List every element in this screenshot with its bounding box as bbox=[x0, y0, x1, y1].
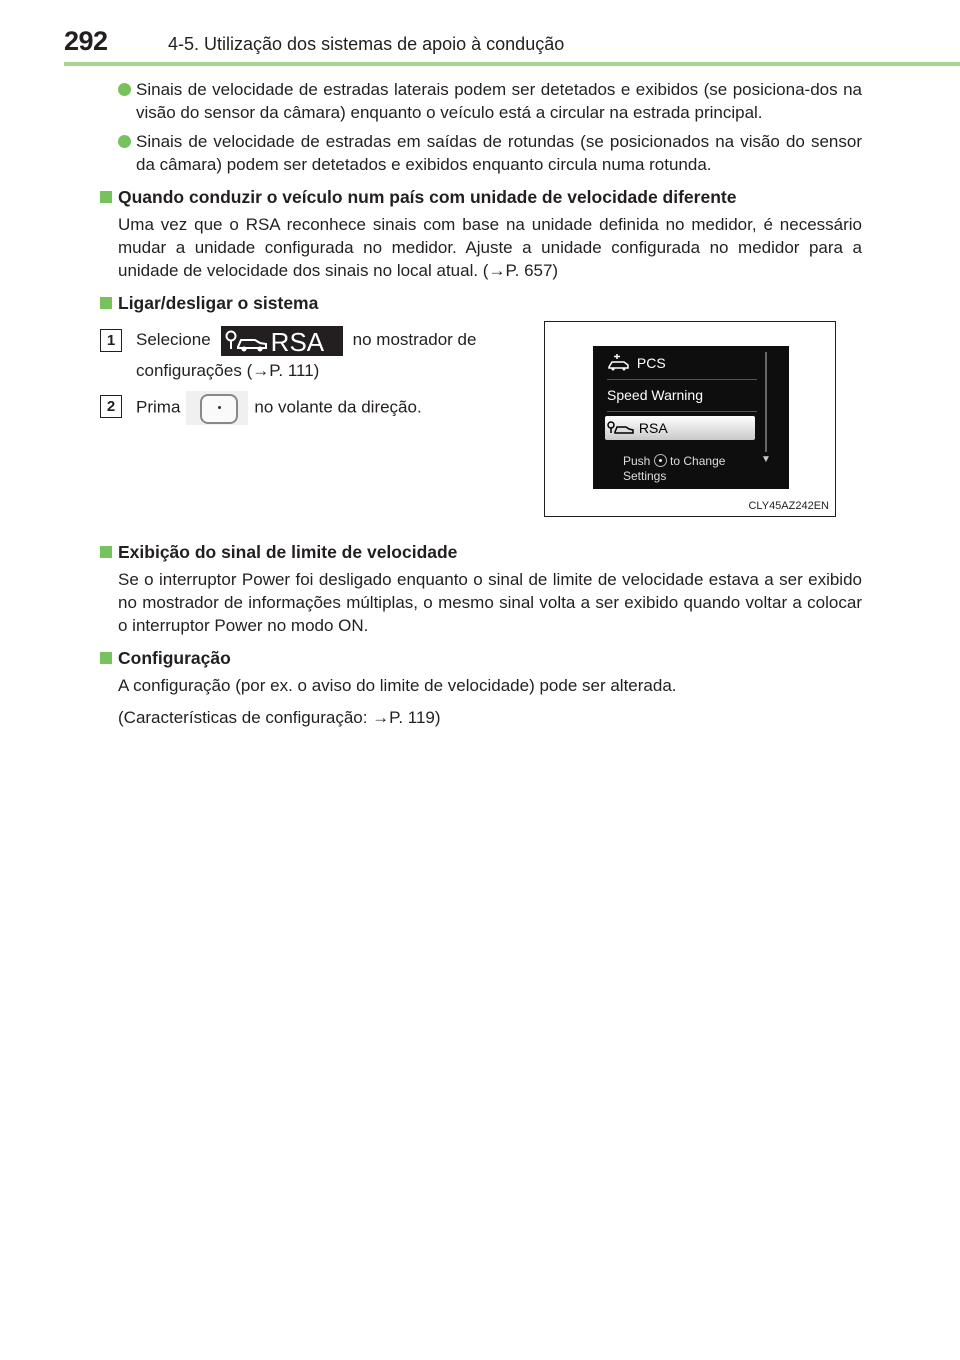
bullet-item bbox=[100, 130, 862, 176]
section-body: (Características de configuração: →P. 119) bbox=[118, 708, 441, 727]
section-heading bbox=[100, 291, 862, 315]
section-heading-text: Exibição do sinal de limite de velocidade bbox=[118, 542, 458, 562]
rsa-car-icon bbox=[225, 330, 269, 352]
step-number: 2 bbox=[100, 395, 122, 418]
bullet-text: Sinais de velocidade de estradas laterais podem ser detetados e exibidos (se posiciona-dos na visão do sensor da câmara) enquanto o veículo está a circular na estrada principal. bbox=[136, 80, 862, 122]
section-config bbox=[100, 646, 862, 729]
section-heading bbox=[100, 646, 862, 670]
steps-area bbox=[100, 321, 862, 526]
page-number: 292 bbox=[64, 26, 108, 56]
square-bullet-icon bbox=[100, 297, 112, 309]
menu-item-rsa-selected bbox=[605, 416, 755, 440]
pcs-icon bbox=[607, 353, 633, 371]
push-hint bbox=[623, 454, 725, 484]
square-bullet-icon bbox=[100, 191, 112, 203]
bullet-item bbox=[100, 78, 862, 124]
scroll-down-icon: ▼ bbox=[761, 454, 771, 465]
settings-screen bbox=[593, 346, 789, 489]
hint-text: to Change bbox=[670, 454, 726, 468]
steering-switch-icon bbox=[186, 391, 248, 425]
step-text bbox=[136, 391, 518, 425]
bullet-dot-icon bbox=[118, 135, 131, 148]
square-bullet-icon bbox=[100, 546, 112, 558]
menu-item-pcs bbox=[607, 348, 753, 378]
bullet-text: Sinais de velocidade de estradas em saídas de rotundas (se posicionados na visão do sensor da câmara) podem ser detetados e exibidos enquanto circula numa rotunda. bbox=[136, 132, 862, 174]
step-text-before: Prima bbox=[136, 397, 181, 417]
page-content bbox=[100, 78, 862, 729]
step-text-after: no volante da direção. bbox=[254, 397, 422, 417]
section-body: Uma vez que o RSA reconhece sinais com base na unidade definida no medidor, é necessário mudar a unidade configurada no medidor. Ajuste a unidade configurada no medidor para a unidade de velocidade dos sinais no local atual. (→P. 657) bbox=[118, 215, 862, 280]
bullet-dot-icon bbox=[118, 83, 131, 96]
hint-text: Settings bbox=[623, 469, 667, 483]
menu-item-label: RSA bbox=[638, 420, 668, 436]
section-body: Se o interruptor Power foi desligado enquanto o sinal de limite de velocidade estava a ser exibido no mostrador de informações múltiplas, o mesmo sinal volta a ser exibido quando voltar a colocar o interruptor Power no modo ON. bbox=[118, 570, 862, 635]
section-heading-text: Ligar/desligar o sistema bbox=[118, 293, 319, 313]
knob-icon bbox=[654, 454, 667, 467]
section-display bbox=[100, 540, 862, 637]
hint-text: Push bbox=[623, 454, 651, 468]
scrollbar-track bbox=[765, 352, 767, 452]
step-text-before: Selecione bbox=[136, 330, 211, 349]
rsa-car-icon bbox=[607, 421, 635, 435]
menu-item-speed-warning bbox=[607, 380, 753, 410]
section-heading bbox=[100, 185, 862, 209]
menu-divider bbox=[607, 411, 757, 412]
page-header bbox=[64, 24, 944, 64]
section-heading-text: Quando conduzir o veículo num país com unidade de velocidade diferente bbox=[118, 187, 737, 207]
step-text-after: no mostrador de configurações (→P. 111) bbox=[136, 330, 477, 380]
section-heading bbox=[100, 540, 862, 564]
header-rule bbox=[64, 62, 960, 66]
rsa-badge-text: RSA bbox=[270, 326, 325, 357]
step-text bbox=[136, 325, 518, 386]
figure-code: CLY45AZ242EN bbox=[748, 500, 829, 512]
display-figure bbox=[544, 321, 836, 517]
square-bullet-icon bbox=[100, 652, 112, 664]
menu-item-label: PCS bbox=[636, 355, 666, 371]
step-number: 1 bbox=[100, 329, 122, 352]
menu-item-label: Speed Warning bbox=[607, 387, 703, 403]
rsa-setting-badge bbox=[221, 326, 343, 356]
section-body: A configuração (por ex. o aviso do limite de velocidade) pode ser alterada. bbox=[118, 676, 677, 695]
section-unit bbox=[100, 185, 862, 282]
section-toggle bbox=[100, 291, 862, 526]
section-heading-text: Configuração bbox=[118, 648, 231, 668]
chapter-title: 4-5. Utilização dos sistemas de apoio à condução bbox=[168, 34, 565, 54]
